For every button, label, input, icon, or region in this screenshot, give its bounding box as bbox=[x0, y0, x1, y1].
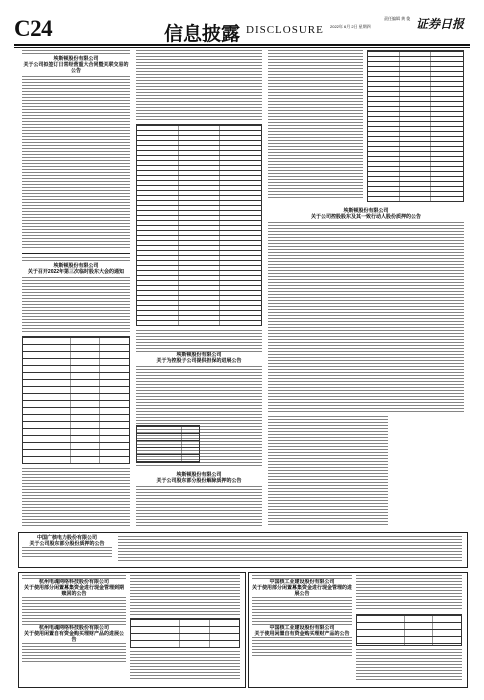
bottom-right-col bbox=[252, 575, 352, 683]
article-c1-company: 杭州电魂网络科技股份有限公司 bbox=[38, 579, 109, 585]
text-block bbox=[130, 651, 240, 681]
masthead bbox=[14, 14, 470, 46]
article-c4-body bbox=[252, 637, 352, 657]
text-block bbox=[22, 575, 126, 579]
article-b1-title: 关于公司股东部分股份质押的公告 bbox=[29, 541, 105, 547]
article-1-title: 关于公司拟签订日常经营重大合同暨关联交易的公告 bbox=[23, 62, 129, 74]
center-table bbox=[136, 124, 262, 326]
text-block bbox=[356, 575, 462, 611]
article-b1-company: 中国广核电力股份有限公司 bbox=[36, 535, 97, 541]
article-c3-company: 中国核工业建设股份有限公司 bbox=[269, 579, 335, 585]
article-c1-body bbox=[22, 597, 126, 625]
article-2-body-continued bbox=[22, 468, 130, 528]
right-table bbox=[367, 50, 464, 202]
text-block bbox=[136, 50, 262, 120]
column-right bbox=[268, 50, 464, 535]
article-c4-company: 中国核工业建设股份有限公司 bbox=[269, 625, 335, 631]
article-c3-body bbox=[252, 597, 352, 625]
middle-band-body bbox=[118, 536, 462, 563]
bottom-table-1 bbox=[130, 618, 240, 648]
section-title: 信息披露 bbox=[164, 23, 241, 45]
middle-band-left bbox=[22, 535, 112, 563]
publish-date-line: 2022年 6月 2日 星期四 bbox=[330, 24, 371, 29]
page-number: C24 bbox=[14, 16, 53, 41]
article-2-table bbox=[22, 336, 130, 464]
article-c2-body bbox=[22, 643, 126, 663]
article-5-title: 关于公司控股股东及其一致行动人股份质押的公告 bbox=[310, 214, 421, 220]
article-4-company: 埃斯顿股份有限公司 bbox=[176, 472, 222, 478]
article-c4-title: 关于使用闲置自有资金购买理财产品的公告 bbox=[254, 631, 350, 637]
article-2-title: 关于召开2022年第三次临时股东大会的通知 bbox=[27, 269, 125, 275]
bottom-table-2 bbox=[356, 614, 462, 646]
article-2-body bbox=[22, 277, 130, 333]
column-left bbox=[22, 50, 130, 535]
article-c2-company: 杭州电魂网络科技股份有限公司 bbox=[38, 625, 109, 631]
text-block bbox=[136, 330, 262, 352]
text-block bbox=[268, 416, 388, 526]
article-2-company: 埃斯顿股份有限公司 bbox=[53, 263, 99, 269]
text-block bbox=[22, 257, 130, 263]
small-table bbox=[136, 425, 200, 463]
article-b1-body bbox=[22, 547, 112, 557]
article-3-title: 关于为控股子公司提供担保的进展公告 bbox=[156, 358, 242, 364]
article-3-company: 埃斯顿股份有限公司 bbox=[176, 352, 222, 358]
text-block bbox=[130, 575, 240, 615]
editor-line: 责任编辑 黄 俊 bbox=[384, 16, 411, 21]
text-block bbox=[252, 575, 352, 579]
article-c1-title: 关于使用部分闲置募集资金进行现金管理到期赎回的公告 bbox=[23, 585, 124, 597]
text-block bbox=[268, 50, 363, 200]
article-5-company: 埃斯顿股份有限公司 bbox=[343, 208, 389, 214]
article-4-title: 关于公司股东部分股份解除质押的公告 bbox=[156, 478, 242, 484]
article-1-body bbox=[22, 76, 130, 250]
text-block bbox=[22, 50, 130, 56]
masthead-rule bbox=[14, 47, 470, 48]
newspaper-logo: 证券日报 bbox=[415, 17, 464, 31]
article-5-body bbox=[268, 222, 464, 412]
article-c2-title: 关于使用闲置自有资金购买理财产品的进展公告 bbox=[23, 631, 124, 643]
text-block bbox=[356, 649, 462, 681]
article-4-body bbox=[136, 486, 262, 526]
section-title-en: DISCLOSURE bbox=[246, 24, 324, 36]
bottom-left-col-2 bbox=[130, 575, 240, 683]
bottom-left-col bbox=[22, 575, 126, 683]
article-c3-title: 关于使用部分闲置募集资金进行现金管理的进展公告 bbox=[252, 585, 353, 597]
bottom-right-col-2 bbox=[356, 575, 462, 683]
divider bbox=[22, 253, 130, 254]
article-1-company: 埃斯顿股份有限公司 bbox=[53, 56, 99, 62]
